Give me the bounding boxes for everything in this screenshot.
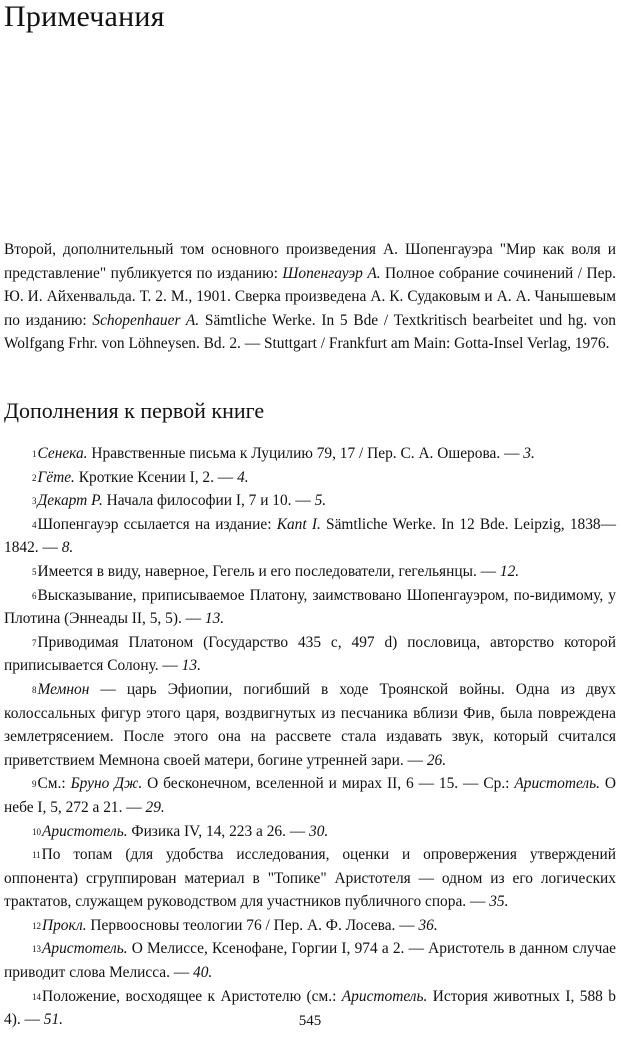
note-item: [4, 560, 616, 584]
note-item: [4, 631, 616, 678]
note-text: Сенека.: [37, 445, 88, 462]
note-text: 8.: [61, 539, 74, 557]
note-text: 26.: [426, 751, 447, 769]
note-text: Sämtliche Werke. In 12 Bde. Leipzig, 1838—1842. —: [4, 515, 616, 557]
note-text: Гёте.: [37, 468, 75, 486]
note-text: Бруно Дж.: [70, 775, 143, 793]
intro-text: Полное собрание сочинений / Пер. Ю. И. Айхенвальда. Т. 2. М., 1901. Сверка произведена А. К. Судаковым и А. А. Чанышевым по изданию:: [4, 264, 616, 329]
note-text: Приводимая Платоном (Государство 435 с, 497 d) пословица, авторство которой приписывается Солону. —: [4, 633, 616, 675]
note-number: 6: [32, 590, 37, 601]
note-text: Положение, восходящее к Аристотелю (см.:: [42, 987, 342, 1005]
note-number: 12: [32, 920, 41, 931]
note-number: 11: [32, 850, 41, 861]
note-item: [4, 584, 616, 631]
note-text: Kant I.: [276, 515, 321, 533]
note-item: [4, 772, 616, 819]
intro-text: Шопенгауэр А.: [282, 264, 381, 282]
note-text: 35.: [489, 893, 509, 911]
note-text: Физика IV, 14, 223 а 26. —: [127, 822, 310, 840]
note-item: [4, 914, 616, 938]
note-text: 3.: [523, 445, 535, 462]
note-item: [4, 820, 616, 844]
note-text: 29.: [145, 798, 165, 816]
note-number: 13: [32, 944, 41, 955]
note-item: [4, 466, 616, 490]
note-number: 1: [32, 449, 37, 459]
note-number: 9: [32, 779, 37, 790]
note-text: 30.: [309, 822, 329, 840]
note-text: Начала философии I, 7 и 10. —: [102, 492, 315, 510]
note-item: [4, 937, 616, 984]
note-text: Первоосновы теологии 76 / Пер. А. Ф. Лосева. —: [86, 916, 419, 934]
note-text: Прокл.: [42, 916, 87, 934]
note-item: [4, 489, 616, 513]
note-text: Декарт Р.: [37, 492, 103, 510]
note-text: 36.: [418, 916, 438, 934]
note-text: Аристотель.: [341, 987, 428, 1005]
page-title: Примечания: [4, 0, 165, 33]
note-number: 3: [32, 496, 37, 507]
note-number: 4: [32, 519, 37, 530]
note-text: Аристотель.: [42, 822, 128, 840]
intro-text: Schopenhauer A.: [92, 311, 200, 329]
note-text: 51.: [43, 1011, 64, 1029]
note-text: О Мелиссе, Ксенофане, Горгии I, 974 а 2. — Аристотель в данном случае приводит слова Мелисса. —: [4, 940, 616, 982]
intro-paragraph: [4, 238, 616, 356]
note-item: [4, 442, 616, 466]
note-item: [4, 678, 616, 772]
note-text: 40.: [193, 964, 213, 982]
note-number: 14: [32, 991, 41, 1002]
note-text: 12.: [499, 562, 520, 580]
note-number: 10: [32, 826, 41, 837]
note-text: Мемнон: [37, 680, 90, 698]
note-text: Аристотель.: [514, 775, 600, 793]
section-title: Дополнения к первой книге: [4, 398, 265, 423]
note-number: 8: [32, 684, 37, 695]
note-number: 5: [32, 566, 37, 577]
page-number: 545: [298, 1013, 322, 1029]
note-text: Шопенгауэр ссылается на издание:: [37, 515, 277, 533]
note-number: 2: [32, 472, 37, 483]
note-number: 7: [32, 637, 37, 648]
notes-list: [4, 442, 616, 1032]
note-text: Высказывание, приписываемое Платону, заимствовано Шопенгауэром, по-видимому, у Плотина (Эннеады II, 5, 5). —: [4, 586, 616, 628]
note-text: 5.: [314, 492, 327, 510]
intro-text: Второй, дополнительный том основного произведения А. Шопенгауэра "Мир как воля и представление" публикуется по изданию:: [4, 241, 616, 282]
note-text: О небе I, 5, 272 а 21. —: [4, 775, 616, 816]
intro-text: Sämtliche Werke. In 5 Bde / Textkritisch bearbeitet und hg. von Wolfgang Frhr. von Löhneysen. Bd. 2. — Stuttgart / Frankfurt am Main: Gotta-Insel Verlag, 1976.: [4, 311, 616, 353]
note-text: История животных I, 588 b 4). —: [4, 987, 616, 1029]
note-text: Нравственные письма к Луцилию 79, 17 / Пер. С. А. Ошерова. —: [87, 445, 524, 462]
note-text: О бесконечном, вселенной и мирах II, 6 — 15. — Ср.:: [142, 775, 515, 793]
note-text: Имеется в виду, наверное, Гегель и его последователи, гегельянцы. —: [37, 562, 500, 580]
note-text: Аристотель.: [42, 940, 128, 958]
note-text: — царь Эфиопии, погибший в ходе Троянской войны. Одна из двух колоссальных фигур этого царя, воздвигнутых из песчаника вблизи Фив, была повреждена землетрясением. После этого она на рассвете стала издавать звук, который считался приветствием Мемнона своей матери, богине утренней зари. —: [4, 680, 616, 769]
note-text: По топам (для удобства исследования, оценки и опровержения утверждений оппонента) сгруппирован материал в "Топике" Аристотеля — одном из его логических трактатов, служащем руководством для участников публичного спора. —: [4, 846, 616, 911]
note-item: [4, 513, 616, 560]
note-text: 13.: [204, 610, 225, 628]
note-text: Кроткие Ксении I, 2. —: [74, 468, 238, 486]
note-item: [4, 843, 616, 914]
note-text: 4.: [237, 468, 249, 486]
note-text: См.:: [37, 775, 71, 793]
note-text: 13.: [181, 657, 201, 675]
